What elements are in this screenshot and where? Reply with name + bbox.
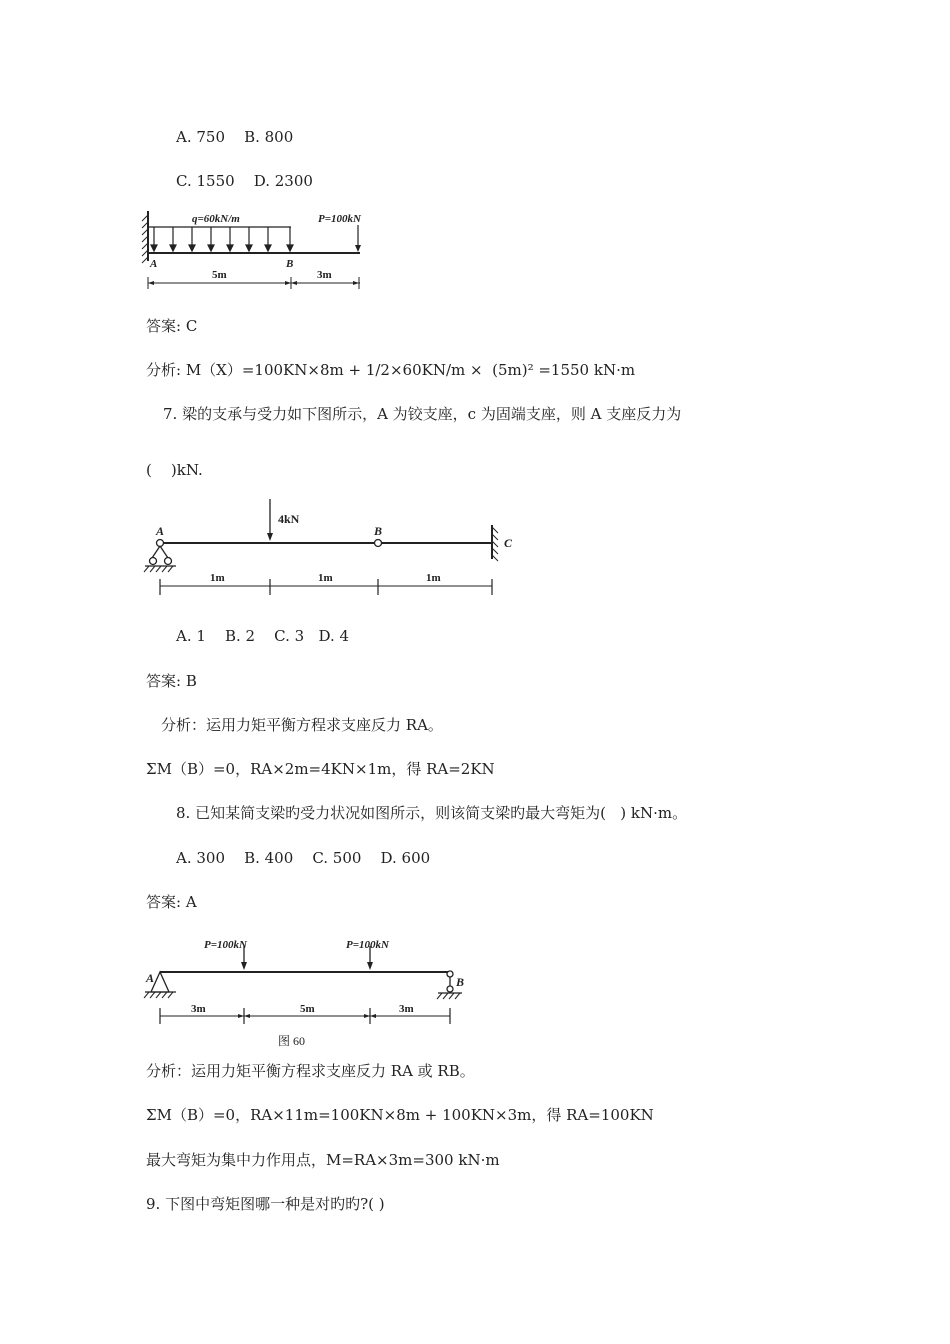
q7-fig-label-c: C xyxy=(504,536,513,550)
q8-question: 8. 已知某简支梁旳受力状况如图所示，则该简支梁旳最大弯矩为( ) kN·m。 xyxy=(176,804,688,822)
q6-fig-dim2: 3m xyxy=(317,269,332,281)
q6-fig-label-b: B xyxy=(286,258,294,270)
q8-fig-dim3: 3m xyxy=(399,1003,414,1015)
q7-analysis-line1: 分析：运用力矩平衡方程求支座反力 RA。 xyxy=(161,716,443,734)
q8-fig-label-a: A xyxy=(146,971,155,985)
q8-fig-dim1: 3m xyxy=(191,1003,206,1015)
q6-analysis: 分析: M（X）=100KN×8m + 1/2×60KN/m × (5m)² =1550 kN·m xyxy=(146,361,636,379)
q8-fig-load1: P=100kN xyxy=(204,939,247,951)
q7-fig-label-b: B xyxy=(374,524,383,538)
q8-analysis-line3: 最大弯矩为集中力作用点，M=RA×3m=300 kN·m xyxy=(146,1151,500,1169)
q6-cantilever-figure xyxy=(140,205,370,297)
q8-answer: 答案: A xyxy=(146,893,197,911)
q8-fig-label-b: B xyxy=(456,975,465,989)
q8-fig-caption: 图 60 xyxy=(278,1034,306,1048)
q6-fig-load-p: P=100kN xyxy=(318,213,361,225)
q7-question-line2: ( )kN. xyxy=(146,461,203,479)
q8-fig-dim2: 5m xyxy=(300,1003,315,1015)
q7-fig-load: 4kN xyxy=(278,512,300,526)
q7-analysis-line2: ΣM（B）=0，RA×2m=4KN×1m，得 RA=2KN xyxy=(146,760,495,778)
q7-fig-label-a: A xyxy=(156,524,165,538)
q6-fig-label-a: A xyxy=(150,258,158,270)
q8-beam-figure xyxy=(140,932,470,1050)
q7-options: A. 1 B. 2 C. 3 D. 4 xyxy=(176,627,350,645)
q8-analysis-line2: ΣM（B）=0，RA×11m=100KN×8m + 100KN×3m，得 RA=100KN xyxy=(146,1106,654,1124)
q7-answer: 答案: B xyxy=(146,672,197,690)
q7-beam-figure xyxy=(140,495,530,605)
q6-options-line2: C. 1550 D. 2300 xyxy=(176,172,313,190)
q6-answer: 答案: C xyxy=(146,317,198,335)
q7-fig-dim3: 1m xyxy=(426,572,441,584)
q8-fig-load2: P=100kN xyxy=(346,939,389,951)
q8-options: A. 300 B. 400 C. 500 D. 600 xyxy=(176,849,431,867)
q9-question: 9. 下图中弯矩图哪一种是对旳旳?( ) xyxy=(146,1195,385,1213)
q8-analysis-line1: 分析：运用力矩平衡方程求支座反力 RA 或 RB。 xyxy=(146,1062,475,1080)
q7-question-line1: 7. 梁的支承与受力如下图所示，A 为铰支座，c 为固端支座，则 A 支座反力为 xyxy=(163,405,682,423)
q7-fig-dim1: 1m xyxy=(210,572,225,584)
q6-options-line1: A. 750 B. 800 xyxy=(176,128,294,146)
q6-fig-load-q: q=60kN/m xyxy=(192,213,240,225)
q7-fig-dim2: 1m xyxy=(318,572,333,584)
q6-fig-dim1: 5m xyxy=(212,269,227,281)
